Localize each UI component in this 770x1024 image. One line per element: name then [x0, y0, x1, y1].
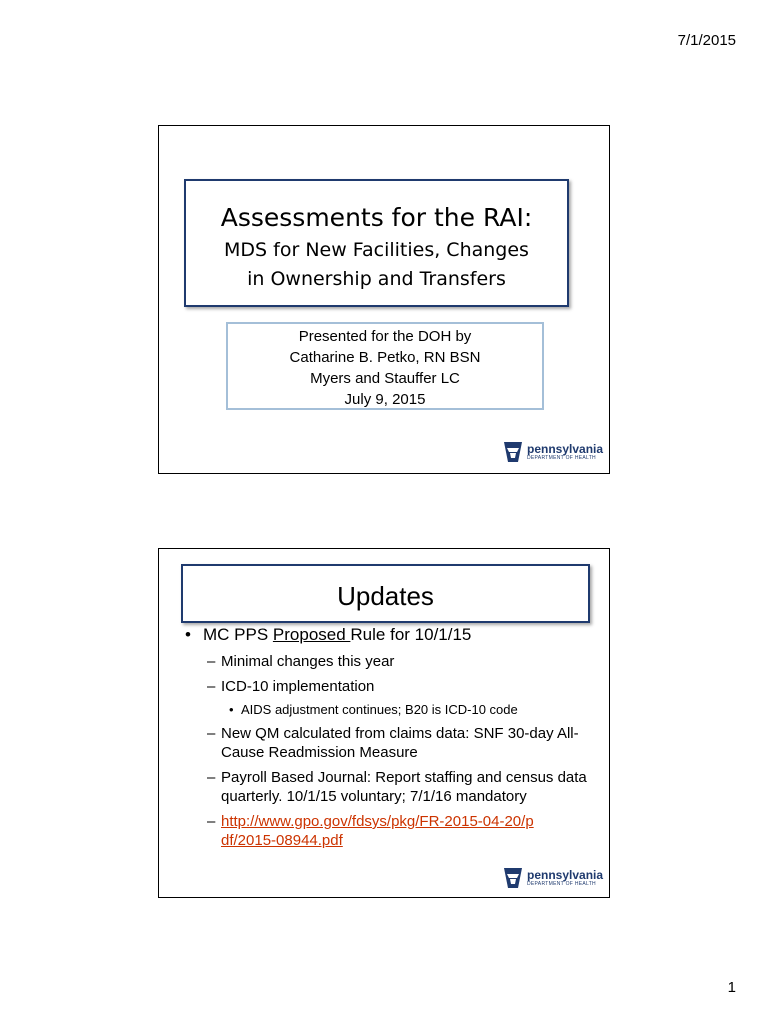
dash-icon: – — [207, 813, 216, 830]
pennsylvania-logo — [501, 866, 603, 890]
sub-item-text: Payroll Based Journal: Report staffing and census data quarterly. 10/1/15 voluntary; 7/1/16 mandatory — [221, 769, 587, 805]
bullet-underlined-text: Proposed — [272, 625, 351, 644]
subtitle-line: MDS for New Facilities, Changes — [224, 239, 529, 261]
logo-name: pennsylvania — [527, 868, 604, 882]
federal-register-link[interactable]: http://www.gpo.gov/fdsys/pkg/FR-2015-04-20/pdf/2015-08944.pdf — [221, 813, 534, 849]
logo-department: DEPARTMENT OF HEALTH — [527, 881, 596, 887]
dash-icon: – — [207, 653, 216, 670]
keystone-logo-icon — [501, 866, 525, 890]
presenter-line: July 9, 2015 — [344, 391, 426, 408]
presenter-line: Catharine B. Petko, RN BSN — [289, 349, 481, 366]
sub-sub-item — [229, 702, 595, 718]
sub-item — [207, 812, 595, 850]
title-slide — [158, 125, 610, 474]
logo-name: pennsylvania — [527, 442, 604, 456]
presenter-line: Presented for the DOH by — [298, 328, 472, 345]
bullet-icon: • — [229, 702, 234, 717]
dash-icon: – — [207, 678, 216, 695]
sub-item — [207, 677, 595, 696]
bullet-text: Rule for 10/1/15 — [350, 625, 472, 644]
sub-item — [207, 724, 595, 762]
sub-item-text: ICD-10 implementation — [221, 678, 375, 695]
slide-content — [185, 625, 595, 856]
pennsylvania-logo — [501, 440, 603, 464]
dash-icon: – — [207, 769, 216, 786]
title-box — [184, 179, 569, 307]
header-date: 7/1/2015 — [677, 32, 736, 49]
slide-subtitle — [186, 236, 567, 294]
slide-title: Updates — [337, 581, 434, 611]
sub-item-text: Minimal changes this year — [221, 653, 395, 670]
subtitle-line: in Ownership and Transfers — [247, 268, 506, 290]
updates-title-box — [181, 564, 590, 623]
sub-item — [207, 652, 595, 671]
sub-item-text: New QM calculated from claims data: SNF 30-day All-Cause Readmission Measure — [221, 725, 579, 761]
sub-sub-item-text: AIDS adjustment continues; B20 is ICD-10 code — [241, 702, 518, 717]
updates-slide — [158, 548, 610, 898]
sub-item — [207, 768, 595, 806]
dash-icon: – — [207, 725, 216, 742]
keystone-logo-icon — [501, 440, 525, 464]
logo-department: DEPARTMENT OF HEALTH — [527, 455, 596, 461]
presenter-box — [226, 322, 544, 410]
bullet-item — [185, 625, 595, 645]
page-number: 1 — [727, 979, 736, 996]
bullet-icon: • — [185, 625, 191, 644]
presenter-line: Myers and Stauffer LC — [310, 370, 460, 387]
bullet-text: MC PPS — [203, 625, 273, 644]
slide-title: Assessments for the RAI: — [220, 203, 533, 232]
